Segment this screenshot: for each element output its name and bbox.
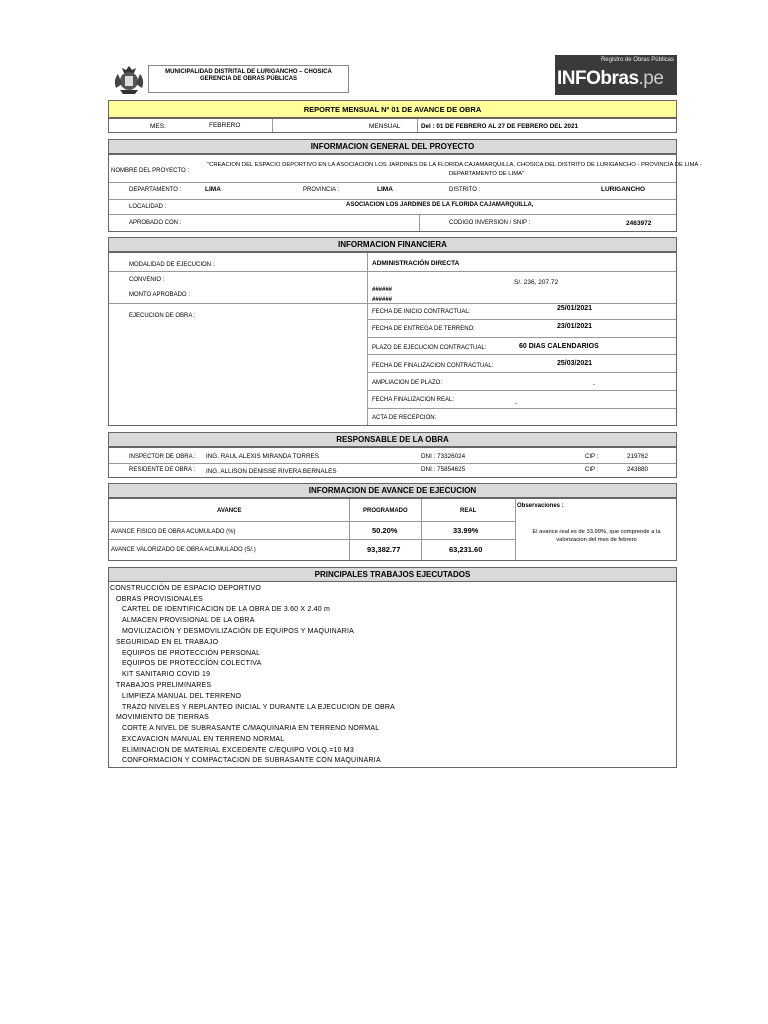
inspector-name: ING. RAUL ALEXIS MIRANDA TORRES [206,453,319,460]
municipality-name: MUNICIPALIDAD DISTRITAL DE LURIGANCHO – CHOSICA [165,69,332,75]
project-name-line1: "CREACION DEL ESPACIO DEPORTIVO EN LA ASOCIACIÓN LOS JARDINES DE LA FLORIDA CAJAMARQUILLA, CHOSICA DEL DISTRITO DE LURIGANCHO - PROVINCIA DE LIMA - [207,162,702,168]
physical-progress-real: 33.99% [453,526,479,535]
observations-line2: valorizacion del mes de febrero [556,537,637,543]
resident-cip-label: CIP : [585,467,599,473]
investment-code-value: 2463972 [626,220,652,227]
progress-col-observaciones: Observaciones : [517,503,564,509]
infobras-suffix: .pe [638,68,664,89]
amount-hash-1: ###### [372,287,393,293]
work-item: EXCAVACION MANUAL EN TERRENO NORMAL [122,736,285,743]
resident-role: RESIDENTE DE OBRA : [129,467,196,473]
delivery-date-label: FECHA DE ENTREGA DE TERRENO: [372,326,475,332]
work-item: CARTEL DE IDENTIFICACION DE LA OBRA DE 3.60 X 2.40 m [122,606,331,613]
project-name-label: NOMBRE DEL PROYECTO : [111,168,190,174]
progress-col-avance: AVANCE [217,508,242,514]
work-item: SEGURIDAD EN EL TRABAJO [116,639,219,646]
agreement-label: CONVENIO : [129,277,165,283]
work-item: TRABAJOS PRELIMINARES [116,682,212,689]
progress-col-real: REAL [460,508,477,514]
end-date-value: 25/03/2021 [557,360,593,367]
work-item: KIT SANITARIO COVID 19 [122,671,211,678]
work-item: ALMACEN PROVISIONAL DE LA OBRA [122,617,255,624]
work-item: TRAZO NIVELES Y REPLANTEO INICIAL Y DURANTE LA EJECUCION DE OBRA [122,704,396,711]
financial-section-title: INFORMACION FINANCIERA [108,237,677,252]
observations-line1: El avance real es de 33.99%, que comprende a la [532,529,661,535]
infobras-wordmark [557,68,663,90]
infobras-tagline: Registro de Obras Públicas [600,57,674,63]
term-value: 60 DIAS CALENDARIOS [519,343,599,350]
extension-value: - [593,382,595,388]
term-label: PLAZO DE EJECUCION CONTRACTUAL: [372,345,487,351]
real-end-value: - [515,401,517,407]
infobras-logo [555,55,677,95]
delivery-date-value: 23/01/2021 [557,323,593,330]
investment-code-label: CODIGO INVERSION / SNIP : [449,220,531,226]
modality-value: ADMINISTRACIÓN DIRECTA [372,260,460,267]
period-value: Del : 01 DE FEBRERO AL 27 DE FEBRERO DEL 2021 [421,123,579,130]
month-label: MES: [150,123,166,130]
province-label: PROVINCIA : [303,187,340,193]
report-period-row [108,118,677,133]
locality-label: LOCALIDAD : [129,204,167,210]
department-value: LIMA [205,186,221,193]
resident-dni: DNI : 75854625 [421,466,466,473]
start-date-label: FECHA DE INICIO CONTRACTUAL: [372,309,471,315]
district-label: DISTRITO : [449,187,481,193]
inspector-cip-label: CIP : [585,454,599,460]
amount-hash-2: ###### [372,297,393,303]
resident-cip: 243880 [627,466,649,473]
inspector-dni: DNI : 73326024 [421,453,466,460]
province-value: LIMA [377,186,393,193]
report-title-bar [108,100,677,118]
department-label: DEPARTAMENTO : [129,187,182,193]
progress-section-body [108,498,677,561]
work-item: CORTE A NIVEL DE SUBRASANTE C/MAQUINARIA EN TERRENO NORMAL [122,725,380,732]
modality-label: MODALIDAD DE EJECUCION : [129,262,215,268]
period-label: MENSUAL [369,123,401,130]
work-item: CONSTRUCCIÓN DE ESPACIO DEPORTIVO [110,585,262,592]
inspector-role: INSPECTOR DE OBRA : [129,454,196,460]
financial-section-body [108,252,677,426]
work-item: LIMPIEZA MANUAL DEL TERRENO [122,693,242,700]
municipality-header-box [148,65,349,93]
physical-progress-programmed: 50.20% [372,526,398,535]
approved-amount-label: MONTO APROBADO : [129,292,190,298]
physical-progress-label: AVANCE FISICO DE OBRA ACUMULADO (%) [111,529,236,535]
project-name-line2: DEPARTAMENTO DE LIMA" [448,171,525,177]
locality-value: ASOCIACION LOS JARDINES DE LA FLORIDA CAJAMARQUILLA, [346,202,534,208]
month-value: FEBRERO [209,122,241,129]
progress-section-title: INFORMACION DE AVANCE DE EJECUCION [108,483,677,498]
work-item: EQUIPOS DE PROTECCIÓN PERSONAL [122,650,261,657]
works-section-title: PRINCIPALES TRABAJOS EJECUTADOS [108,567,677,582]
municipal-crest-logo [112,64,146,96]
agreement-value: S/. 236, 207.72 [514,279,559,286]
municipality-department: GERENCIA DE OBRAS PÚBLICAS [199,76,298,82]
district-value: LURIGANCHO [601,186,646,193]
responsible-section-title: RESPONSABLE DE LA OBRA [108,432,677,447]
work-item: CONFORMACION Y COMPACTACION DE SUBRASANTE CON MAQUINARIA [122,757,381,764]
execution-label: EJECUCION DE OBRA : [129,313,196,319]
general-section-title: INFORMACION GENERAL DEL PROYECTO [108,139,677,154]
work-item: MOVIMIENTO DE TIERRAS [116,714,210,721]
extension-label: AMPLIACION DE PLAZO: [372,380,443,386]
real-end-label: FECHA FINALIZACION REAL: [372,397,455,403]
general-section-body [108,154,702,232]
progress-col-programado: PROGRAMADO [363,508,408,514]
valued-progress-real: 63,231.60 [449,545,483,554]
reception-label: ACTA DE RECEPCION: [372,415,437,421]
infobras-main: INFObras [557,68,639,89]
valued-progress-programmed: 93,382.77 [367,545,401,554]
end-date-label: FECHA DE FINALIZACION CONTRACTUAL: [372,363,494,369]
work-item: ELIMINACION DE MATERIAL EXCEDENTE C/EQUIPO VOLQ.=10 M3 [122,747,354,754]
approved-with-label: APROBADO CON : [129,220,182,226]
work-item: MOVILIZACIÓN Y DESMOVILIZACIÓN DE EQUIPOS Y MAQUINARIA [122,628,354,635]
work-item: EQUIPOS DE PROTECCÍÓN COLECTIVA [122,660,262,667]
report-title: REPORTE MENSUAL Nº 01 DE AVANCE DE OBRA [303,105,482,114]
responsible-section-body [108,447,677,478]
resident-name: ING. ALLISON DENISSE RIVERA BERNALES [206,468,337,475]
valued-progress-label: AVANCE VALORIZADO DE OBRA ACUMULADO (S/.) [111,547,256,553]
work-item: OBRAS PROVISIONALES [116,596,204,603]
inspector-cip: 219762 [627,453,649,460]
start-date-value: 25/01/2021 [557,305,593,312]
